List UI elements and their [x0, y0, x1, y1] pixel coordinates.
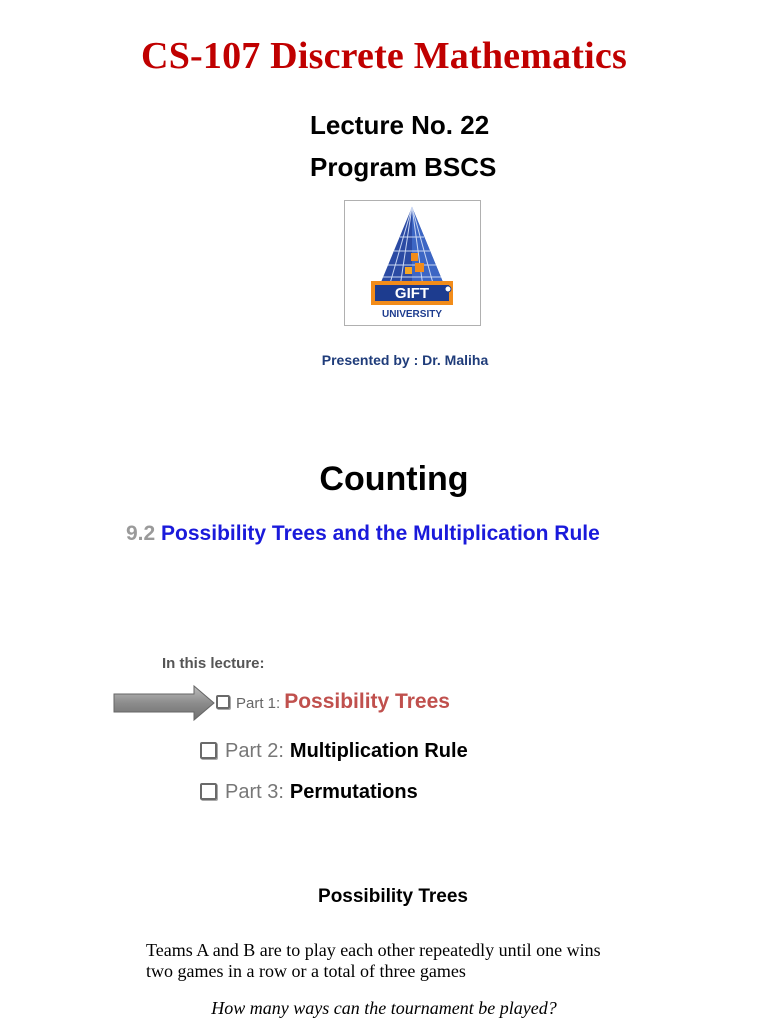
outline-part-label: Part 1: [236, 695, 281, 712]
outline-part-label: Part 2: [225, 740, 284, 762]
problem-line-1: Teams A and B are to play each other repeatedly until one wins [146, 940, 601, 960]
presenter-line: Presented by : Dr. Maliha [321, 352, 489, 368]
outline-part-title: Permutations [289, 781, 418, 803]
checkbox-icon [200, 783, 217, 800]
problem-statement [146, 940, 706, 982]
section-title: Possibility Trees and the Multiplication Rule [161, 522, 600, 545]
gift-university-logo-icon [344, 200, 481, 326]
course-title: CS-107 Discrete Mathematics [141, 35, 627, 77]
checkbox-icon [200, 742, 217, 759]
problem-question: How many ways can the tournament be played? [211, 998, 557, 1018]
section-subtitle [126, 522, 600, 546]
outline-part-title: Possibility Trees [284, 690, 450, 713]
checkbox-icon [216, 695, 230, 709]
logo-university-text: UNIVERSITY [381, 309, 443, 320]
outline-heading: In this lecture: [162, 655, 265, 672]
lecture-number: Lecture No. 22 [310, 110, 490, 140]
current-part-arrow-icon [112, 684, 216, 722]
logo-gift-text: GIFT [394, 285, 430, 302]
section-heading: Possibility Trees [318, 886, 468, 907]
section-number: 9.2 [126, 522, 156, 545]
topic-title: Counting [319, 460, 469, 498]
outline-part-label: Part 3: [225, 781, 284, 803]
outline-item-part-1 [216, 690, 450, 714]
outline-part-title: Multiplication Rule [289, 740, 468, 762]
problem-line-2: two games in a row or a total of three games [146, 961, 466, 981]
outline-item-part-3 [200, 781, 418, 804]
outline-item-part-2 [200, 740, 468, 763]
program-name: Program BSCS [310, 152, 497, 182]
